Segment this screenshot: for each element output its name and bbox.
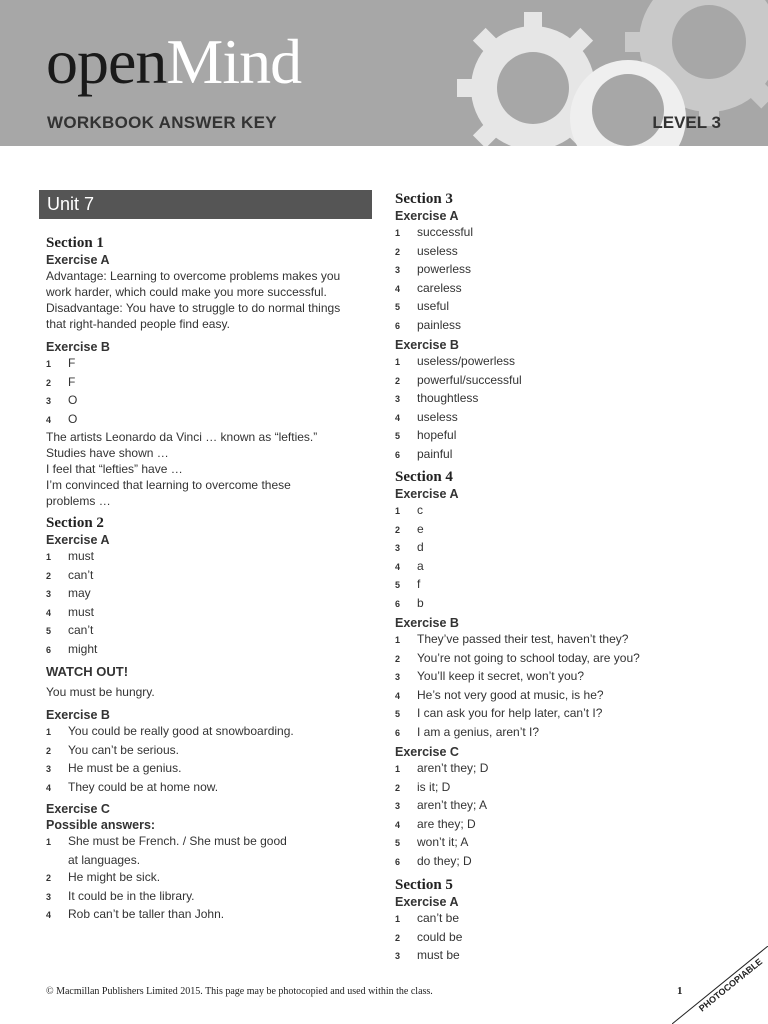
list-item: 3 must be xyxy=(395,948,460,962)
section-4-exercise-c xyxy=(395,744,725,871)
list-item: 5 can’t xyxy=(46,623,94,637)
list-item: 2 powerful/successful xyxy=(395,372,522,387)
list-item: 5 f xyxy=(395,577,421,591)
answer-text: I’m convinced that learning to overcome these xyxy=(46,478,291,492)
list-item: 1 You could be really good at snowboarding. xyxy=(46,724,294,738)
openmind-logo xyxy=(46,26,302,97)
list-item: 6 I am a genius, aren’t I? xyxy=(395,724,540,739)
logo-open: open xyxy=(46,26,167,97)
list-item: 4 O xyxy=(46,411,78,426)
list-item: 2 He might be sick. xyxy=(46,870,161,884)
watch-out-title: WATCH OUT! xyxy=(46,664,129,679)
page-number: 1 xyxy=(677,985,683,997)
list-item: 1 aren’t they; D xyxy=(395,761,489,775)
list-item: 2 is it; D xyxy=(395,779,451,794)
answer-text: that right-handed people find easy. xyxy=(46,317,230,331)
list-item: 4 a xyxy=(395,558,424,573)
list-item: 1 useless/powerless xyxy=(395,354,516,368)
level-label: LEVEL 3 xyxy=(652,113,721,132)
section-2-exercise-c xyxy=(46,801,376,925)
answer-text: work harder, which could make you more successful. xyxy=(46,285,327,299)
list-item: 3 He must be a genius. xyxy=(46,761,182,775)
list-item: 3 You’ll keep it secret, won’t you? xyxy=(395,669,584,683)
exercise-title: Exercise A xyxy=(395,487,459,501)
exercise-title: Exercise C xyxy=(46,802,110,816)
section-title: Section 1 xyxy=(46,235,104,251)
list-item: 3 thoughtless xyxy=(395,391,479,405)
section-title: Section 2 xyxy=(46,515,104,531)
list-item: 6 do they; D xyxy=(395,853,472,868)
list-item: 6 b xyxy=(395,595,424,610)
exercise-title: Exercise B xyxy=(395,616,459,630)
section-3 xyxy=(395,190,725,335)
list-item: 6 might xyxy=(46,641,98,656)
answer-text: I feel that “lefties” have … xyxy=(46,462,183,476)
header-banner xyxy=(0,0,768,146)
section-4 xyxy=(395,468,725,613)
section-title: Section 4 xyxy=(395,469,453,485)
list-item: 5 I can ask you for help later, can’t I? xyxy=(395,706,603,720)
list-item: 1 She must be French. / She must be good xyxy=(46,834,287,848)
answer-text: Disadvantage: You have to struggle to do normal things xyxy=(46,301,341,315)
list-item: 2 can’t xyxy=(46,567,94,582)
list-item: 1 successful xyxy=(395,225,474,239)
exercise-title: Exercise C xyxy=(395,745,459,759)
list-item-continued: at languages. xyxy=(68,852,141,867)
list-item: 2 e xyxy=(395,521,424,536)
answer-text: Advantage: Learning to overcome problems makes you xyxy=(46,269,341,283)
exercise-title: Exercise B xyxy=(395,338,459,352)
unit-title: Unit 7 xyxy=(39,190,372,219)
section-1-exercise-b xyxy=(46,339,376,509)
logo-mind: Mind xyxy=(166,26,302,97)
list-item: 2 F xyxy=(46,374,76,389)
list-item: 1 can’t be xyxy=(395,911,460,925)
photocopiable-label: PHOTOCOPIABLE xyxy=(696,956,765,1014)
exercise-title: Exercise B xyxy=(46,340,110,354)
copyright-notice: © Macmillan Publishers Limited 2015. This page may be photocopied and used within the class. xyxy=(46,986,433,997)
list-item: 3 It could be in the library. xyxy=(46,888,195,903)
list-item: 4 He’s not very good at music, is he? xyxy=(395,687,604,702)
list-item: 5 useful xyxy=(395,299,450,313)
list-item: 4 are they; D xyxy=(395,816,476,831)
section-title: Section 3 xyxy=(395,191,453,207)
list-item: 4 useless xyxy=(395,409,458,424)
answer-text: Studies have shown … xyxy=(46,446,169,460)
photocopiable-corner xyxy=(672,946,768,1024)
section-4-exercise-b xyxy=(395,615,725,742)
list-item: 4 careless xyxy=(395,280,462,295)
list-item: 5 hopeful xyxy=(395,428,457,442)
exercise-title: Exercise B xyxy=(46,708,110,722)
answer-text: You must be hungry. xyxy=(46,685,155,699)
watch-out xyxy=(46,664,376,700)
list-item: 4 They could be at home now. xyxy=(46,779,219,794)
list-item: 4 Rob can’t be taller than John. xyxy=(46,907,225,921)
list-item: 3 d xyxy=(395,540,424,554)
exercise-title: Exercise A xyxy=(395,895,459,909)
list-item: 4 must xyxy=(46,604,95,619)
subtitle: WORKBOOK ANSWER KEY xyxy=(47,113,277,132)
list-item: 3 powerless xyxy=(395,262,472,276)
list-item: 6 painful xyxy=(395,446,453,461)
list-item: 1 They’ve passed their test, haven’t they? xyxy=(395,632,629,646)
list-item: 2 You can’t be serious. xyxy=(46,742,179,757)
list-item: 6 painless xyxy=(395,317,462,332)
section-3-exercise-b xyxy=(395,337,725,464)
section-2 xyxy=(46,514,376,659)
list-item: 2 You’re not going to school today, are you? xyxy=(395,650,640,665)
list-item: 1 must xyxy=(46,549,95,563)
exercise-title: Exercise A xyxy=(46,533,110,547)
list-item: 1 F xyxy=(46,356,76,370)
exercise-subtitle: Possible answers: xyxy=(46,818,156,832)
section-1 xyxy=(46,234,376,332)
exercise-title: Exercise A xyxy=(46,253,110,267)
list-item: 5 won’t it; A xyxy=(395,835,469,849)
exercise-title: Exercise A xyxy=(395,209,459,223)
section-2-exercise-b xyxy=(46,707,376,797)
list-item: 2 could be xyxy=(395,929,463,944)
list-item: 3 may xyxy=(46,586,91,600)
list-item: 3 O xyxy=(46,393,78,407)
answer-text: The artists Leonardo da Vinci … known as “lefties.” xyxy=(46,430,318,444)
list-item: 1 c xyxy=(395,503,423,517)
section-title: Section 5 xyxy=(395,877,453,893)
answer-text: problems … xyxy=(46,494,111,508)
list-item: 2 useless xyxy=(395,243,458,258)
list-item: 3 aren’t they; A xyxy=(395,798,488,812)
